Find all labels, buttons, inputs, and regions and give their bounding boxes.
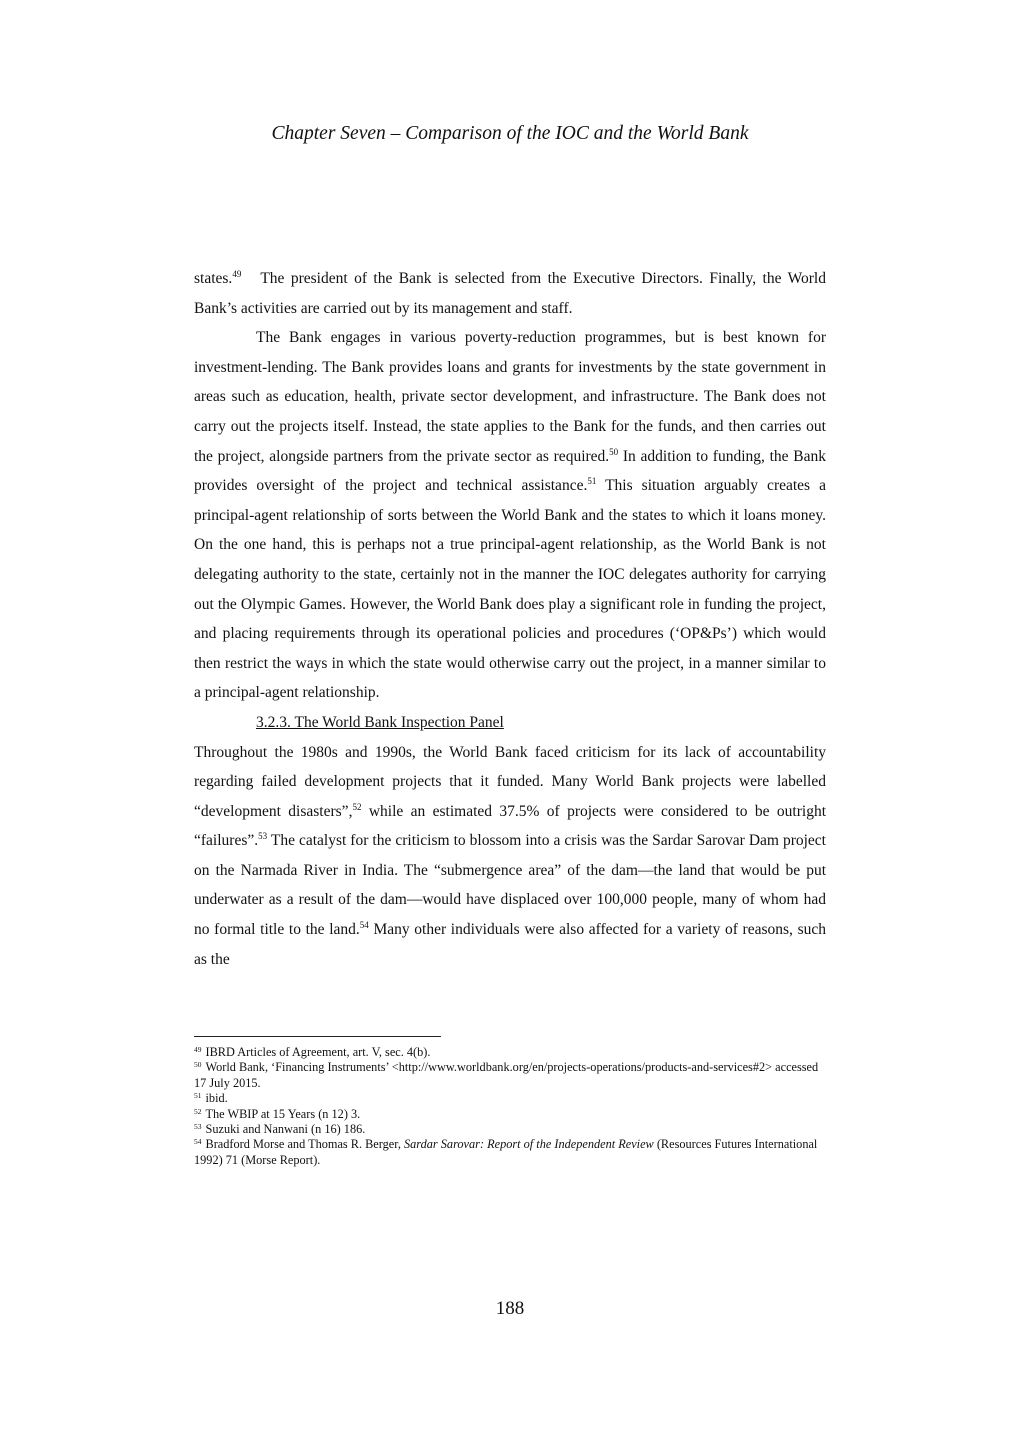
footnote-52 (194, 1107, 826, 1122)
paragraph-text: Throughout the 1980s and 1990s, the World Bank faced criticism for its lack of accountability regarding failed development projects that it funded. Many World Bank projects were labelled “development disasters”, (194, 743, 826, 820)
paragraph-text: while an estimated 37.5% of projects were considered to be outright “failures”. (194, 802, 827, 850)
main-text (194, 264, 830, 974)
footnote-divider (194, 1036, 441, 1037)
footnote-text: ibid. (205, 1091, 228, 1106)
paragraph-continued (194, 264, 830, 323)
footnote-text[interactable]: World Bank, ‘Financing Instruments’ <http://www.worldbank.org/en/projects-operations/products-and-services#2> accessed 17 July 2015. (194, 1060, 819, 1090)
paragraph-text: Many other individuals were also affected for a variety of reasons, such as the (194, 921, 826, 968)
paragraph-text: The Bank engages in various poverty-reduction programmes, but is best known for investment-lending. The Bank provides loans and grants for investments by the state government in areas such as education, health, private sector development, and infrastructure. The Bank does not carry out the projects itself. Instead, the state applies to the Bank for the funds, and then carries out the project, alongside partners from the private sector as required. (194, 329, 826, 465)
paragraph-text: states. (194, 270, 233, 287)
section-heading-text: 3.2.3. The World Bank Inspection Panel (256, 713, 504, 731)
paragraph-text: The catalyst for the criticism to blossom into a crisis was the Sardar Sarovar Dam project on the Narmada River in India. The “submergence area” of the dam—the land that would be put underwater as a result of the dam—would have displaced over 100,000 people, many of whom had no formal title to the land. (194, 832, 826, 939)
footnotes (194, 1045, 826, 1168)
page-number: 188 (495, 1298, 525, 1319)
footnote-title: Sardar Sarovar: Report of the Independent Review (404, 1137, 654, 1152)
running-header: Chapter Seven – Comparison of the IOC and the World Bank (271, 123, 749, 144)
footnote-ref-54[interactable]: 54 (359, 920, 369, 931)
footnote-text: IBRD Articles of Agreement, art. V, sec. 4(b). (205, 1045, 431, 1059)
paragraph-text: The president of the Bank is selected from the Executive Directors. Finally, the World Bank’s activities are carried out by its management and staff. (194, 270, 830, 317)
footnote-number: 52 (194, 1106, 202, 1116)
footnote-number: 50 (194, 1060, 202, 1070)
footnote-number: 54 (194, 1137, 202, 1147)
footnote-number: 49 (194, 1045, 202, 1054)
footnote-49 (194, 1045, 826, 1060)
footnote-ref-50[interactable]: 50 (609, 446, 619, 457)
footnote-50 (194, 1060, 826, 1091)
footnote-text: (Resources Futures International 1992) 71 (Morse Report). (194, 1137, 818, 1167)
paragraph-text: In addition to funding, the Bank provides oversight of the project and technical assistance. (194, 447, 826, 495)
section-heading (194, 708, 826, 738)
footnote-text: The WBIP at 15 Years (n 12) 3. (205, 1106, 361, 1121)
footnote-number: 53 (194, 1122, 202, 1132)
footnote-text: Suzuki and Nanwani (n 16) 186. (205, 1122, 366, 1137)
footnote-number: 51 (194, 1091, 202, 1101)
footnote-ref-51[interactable]: 51 (587, 476, 597, 487)
footnote-53 (194, 1122, 826, 1137)
footnote-54 (194, 1137, 826, 1168)
footnote-51 (194, 1091, 826, 1106)
footnote-ref-49[interactable]: 49 (232, 269, 242, 279)
paragraph-text: This situation arguably creates a principal-agent relationship of sorts between the World Bank and the states to which it loans money. On the one hand, this is perhaps not a true principal-agent relationship, as the World Bank is not delegating authority to the state, certainly not in the manner the IOC delegates authority for carrying out the Olympic Games. However, the World Bank does play a significant role in funding the project, and placing requirements through its operational policies and procedures (‘OP&Ps’) which would then restrict the ways in which the state would otherwise carry out the project, in a manner similar to a principal-agent relationship. (194, 477, 826, 702)
footnote-ref-52[interactable]: 52 (352, 801, 362, 812)
footnote-ref-53[interactable]: 53 (258, 831, 268, 842)
paragraph-investment-lending (194, 323, 826, 708)
paragraph-inspection-panel (194, 738, 826, 975)
footnote-text: Bradford Morse and Thomas R. Berger, (205, 1137, 404, 1152)
